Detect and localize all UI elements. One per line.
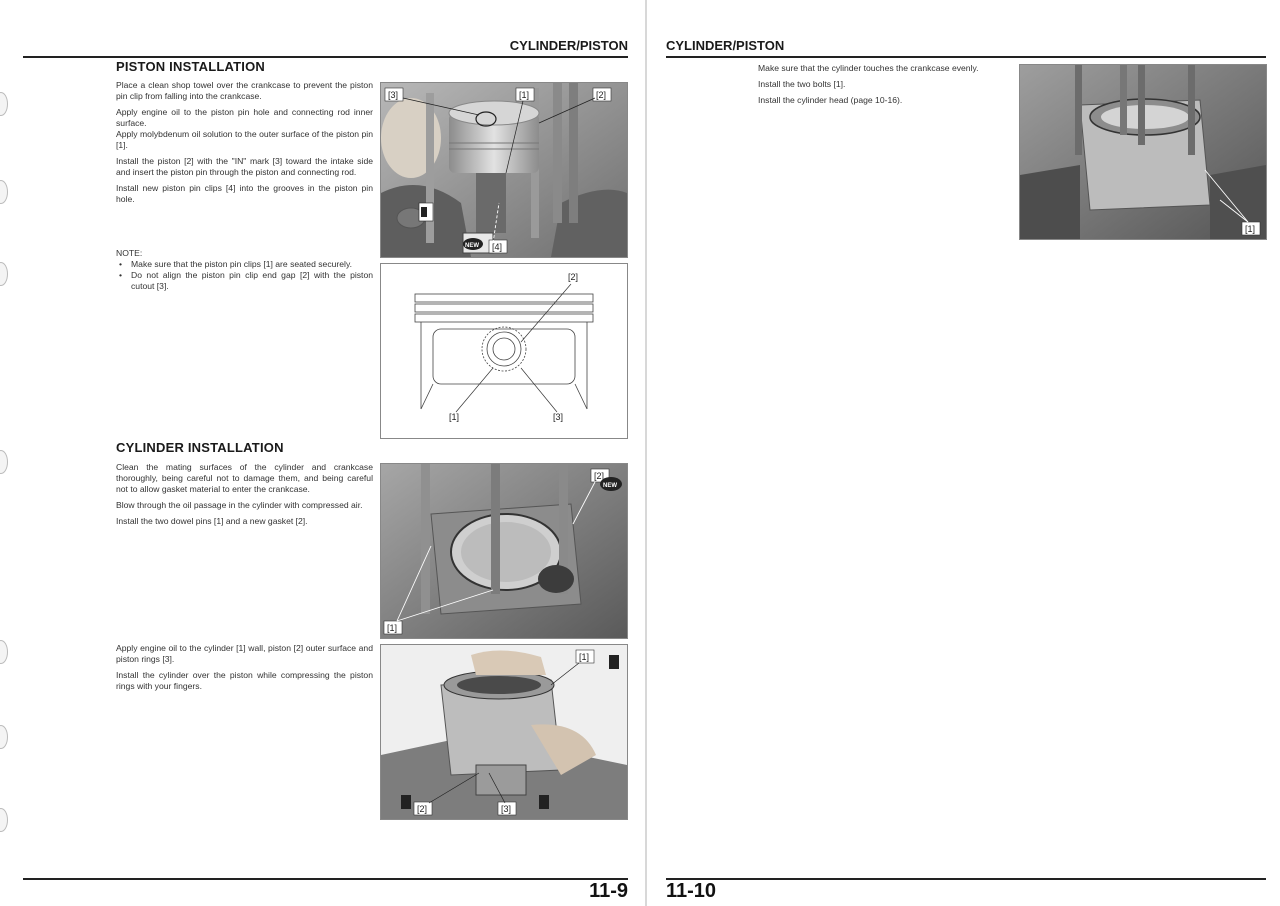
paragraph: Blow through the oil passage in the cylinder with compressed air. [116, 500, 363, 510]
binder-hole [0, 92, 8, 116]
gasket-install-photo [380, 463, 628, 639]
note-block [116, 248, 373, 292]
new-part-icon [463, 238, 483, 250]
gasket-install-illustration [381, 464, 627, 638]
piston-install-photo [380, 82, 628, 258]
binder-hole [0, 262, 8, 286]
binder-hole [0, 808, 8, 832]
callout-label: [1] [519, 90, 530, 100]
note-item: • Make sure that the piston pin clips [1] are seated securely. [116, 259, 373, 270]
paragraph: Install the cylinder over the piston while compressing the piston rings with your fingers. [116, 670, 373, 691]
header-rule [666, 56, 1266, 58]
callout-label: [4] [492, 242, 503, 252]
page-number: 11-9 [589, 880, 628, 902]
right-page-header: CYLINDER/PISTON [666, 38, 785, 53]
binder-hole [0, 450, 8, 474]
paragraph: Install the two dowel pins [1] and a new gasket [2]. [116, 516, 308, 526]
footer-rule [666, 878, 1266, 880]
cylinder-install-text-b [116, 643, 373, 697]
paragraph: Install new piston pin clips [4] into the grooves in the piston pin hole. [116, 183, 373, 204]
paragraph: Apply engine oil to the piston pin hole and connecting rod inner surface. Apply molybdenum oil solution to the outer surface of the piston pin [1]. [116, 107, 373, 150]
paragraph: Make sure that the cylinder touches the crankcase evenly. [758, 63, 979, 73]
binder-hole [0, 725, 8, 749]
callout-label: [2] [594, 471, 605, 481]
left-page-header: CYLINDER/PISTON [509, 38, 628, 53]
section-title-piston-installation: PISTON INSTALLATION [116, 59, 265, 74]
paragraph: Apply engine oil to the cylinder [1] wall, piston [2] outer surface and piston rings [3]. [116, 643, 373, 664]
callout-label: [1] [1245, 224, 1256, 234]
section-title-cylinder-installation: CYLINDER INSTALLATION [116, 440, 284, 455]
note-label: NOTE: [116, 248, 143, 258]
callout-label: [1] [449, 412, 460, 422]
callout-label: [2] [417, 804, 428, 814]
cylinder-lower-illustration [381, 645, 627, 819]
paragraph: Install the two bolts [1]. [758, 79, 846, 89]
callout-label: [3] [388, 90, 399, 100]
callout-label: [3] [501, 804, 512, 814]
piston-clip-drawing [381, 264, 627, 438]
footer-rule [23, 878, 628, 880]
new-badge-label: NEW [603, 483, 617, 489]
paragraph: Clean the mating surfaces of the cylinder and crankcase thoroughly, being careful not to damage them, and being careful not to allow gasket material to enter the crankcase. [116, 462, 373, 494]
right-page-text [758, 63, 1012, 111]
note-item: • Do not align the piston pin clip end gap [2] with the piston cutout [3]. [116, 270, 373, 292]
piston-clip-diagram [380, 263, 628, 439]
binder-hole [0, 640, 8, 664]
page-gutter [645, 0, 647, 906]
cylinder-bolts-illustration [1020, 65, 1266, 239]
paragraph: Install the cylinder head (page 10-16). [758, 95, 903, 105]
page-number: 11-10 [666, 880, 717, 902]
cylinder-bolts-photo [1019, 64, 1267, 240]
piston-install-illustration [381, 83, 627, 257]
paragraph: Install the piston [2] with the "IN" mark [3] toward the intake side and insert the piston pin through the piston and connecting rod. [116, 156, 373, 177]
cylinder-installation-text [116, 462, 373, 532]
new-badge-label: NEW [465, 243, 479, 249]
callout-label: [2] [596, 90, 607, 100]
new-part-icon [600, 477, 622, 491]
piston-installation-text [116, 80, 373, 210]
callout-label: [3] [553, 412, 564, 422]
callout-label: [1] [579, 652, 590, 662]
header-rule [23, 56, 628, 58]
callout-label: [1] [387, 623, 398, 633]
binder-hole [0, 180, 8, 204]
callout-label: [2] [568, 272, 579, 282]
note-list [116, 259, 373, 292]
cylinder-lower-photo [380, 644, 628, 820]
paragraph: Place a clean shop towel over the crankcase to prevent the piston pin clip from falling into the crankcase. [116, 80, 373, 101]
